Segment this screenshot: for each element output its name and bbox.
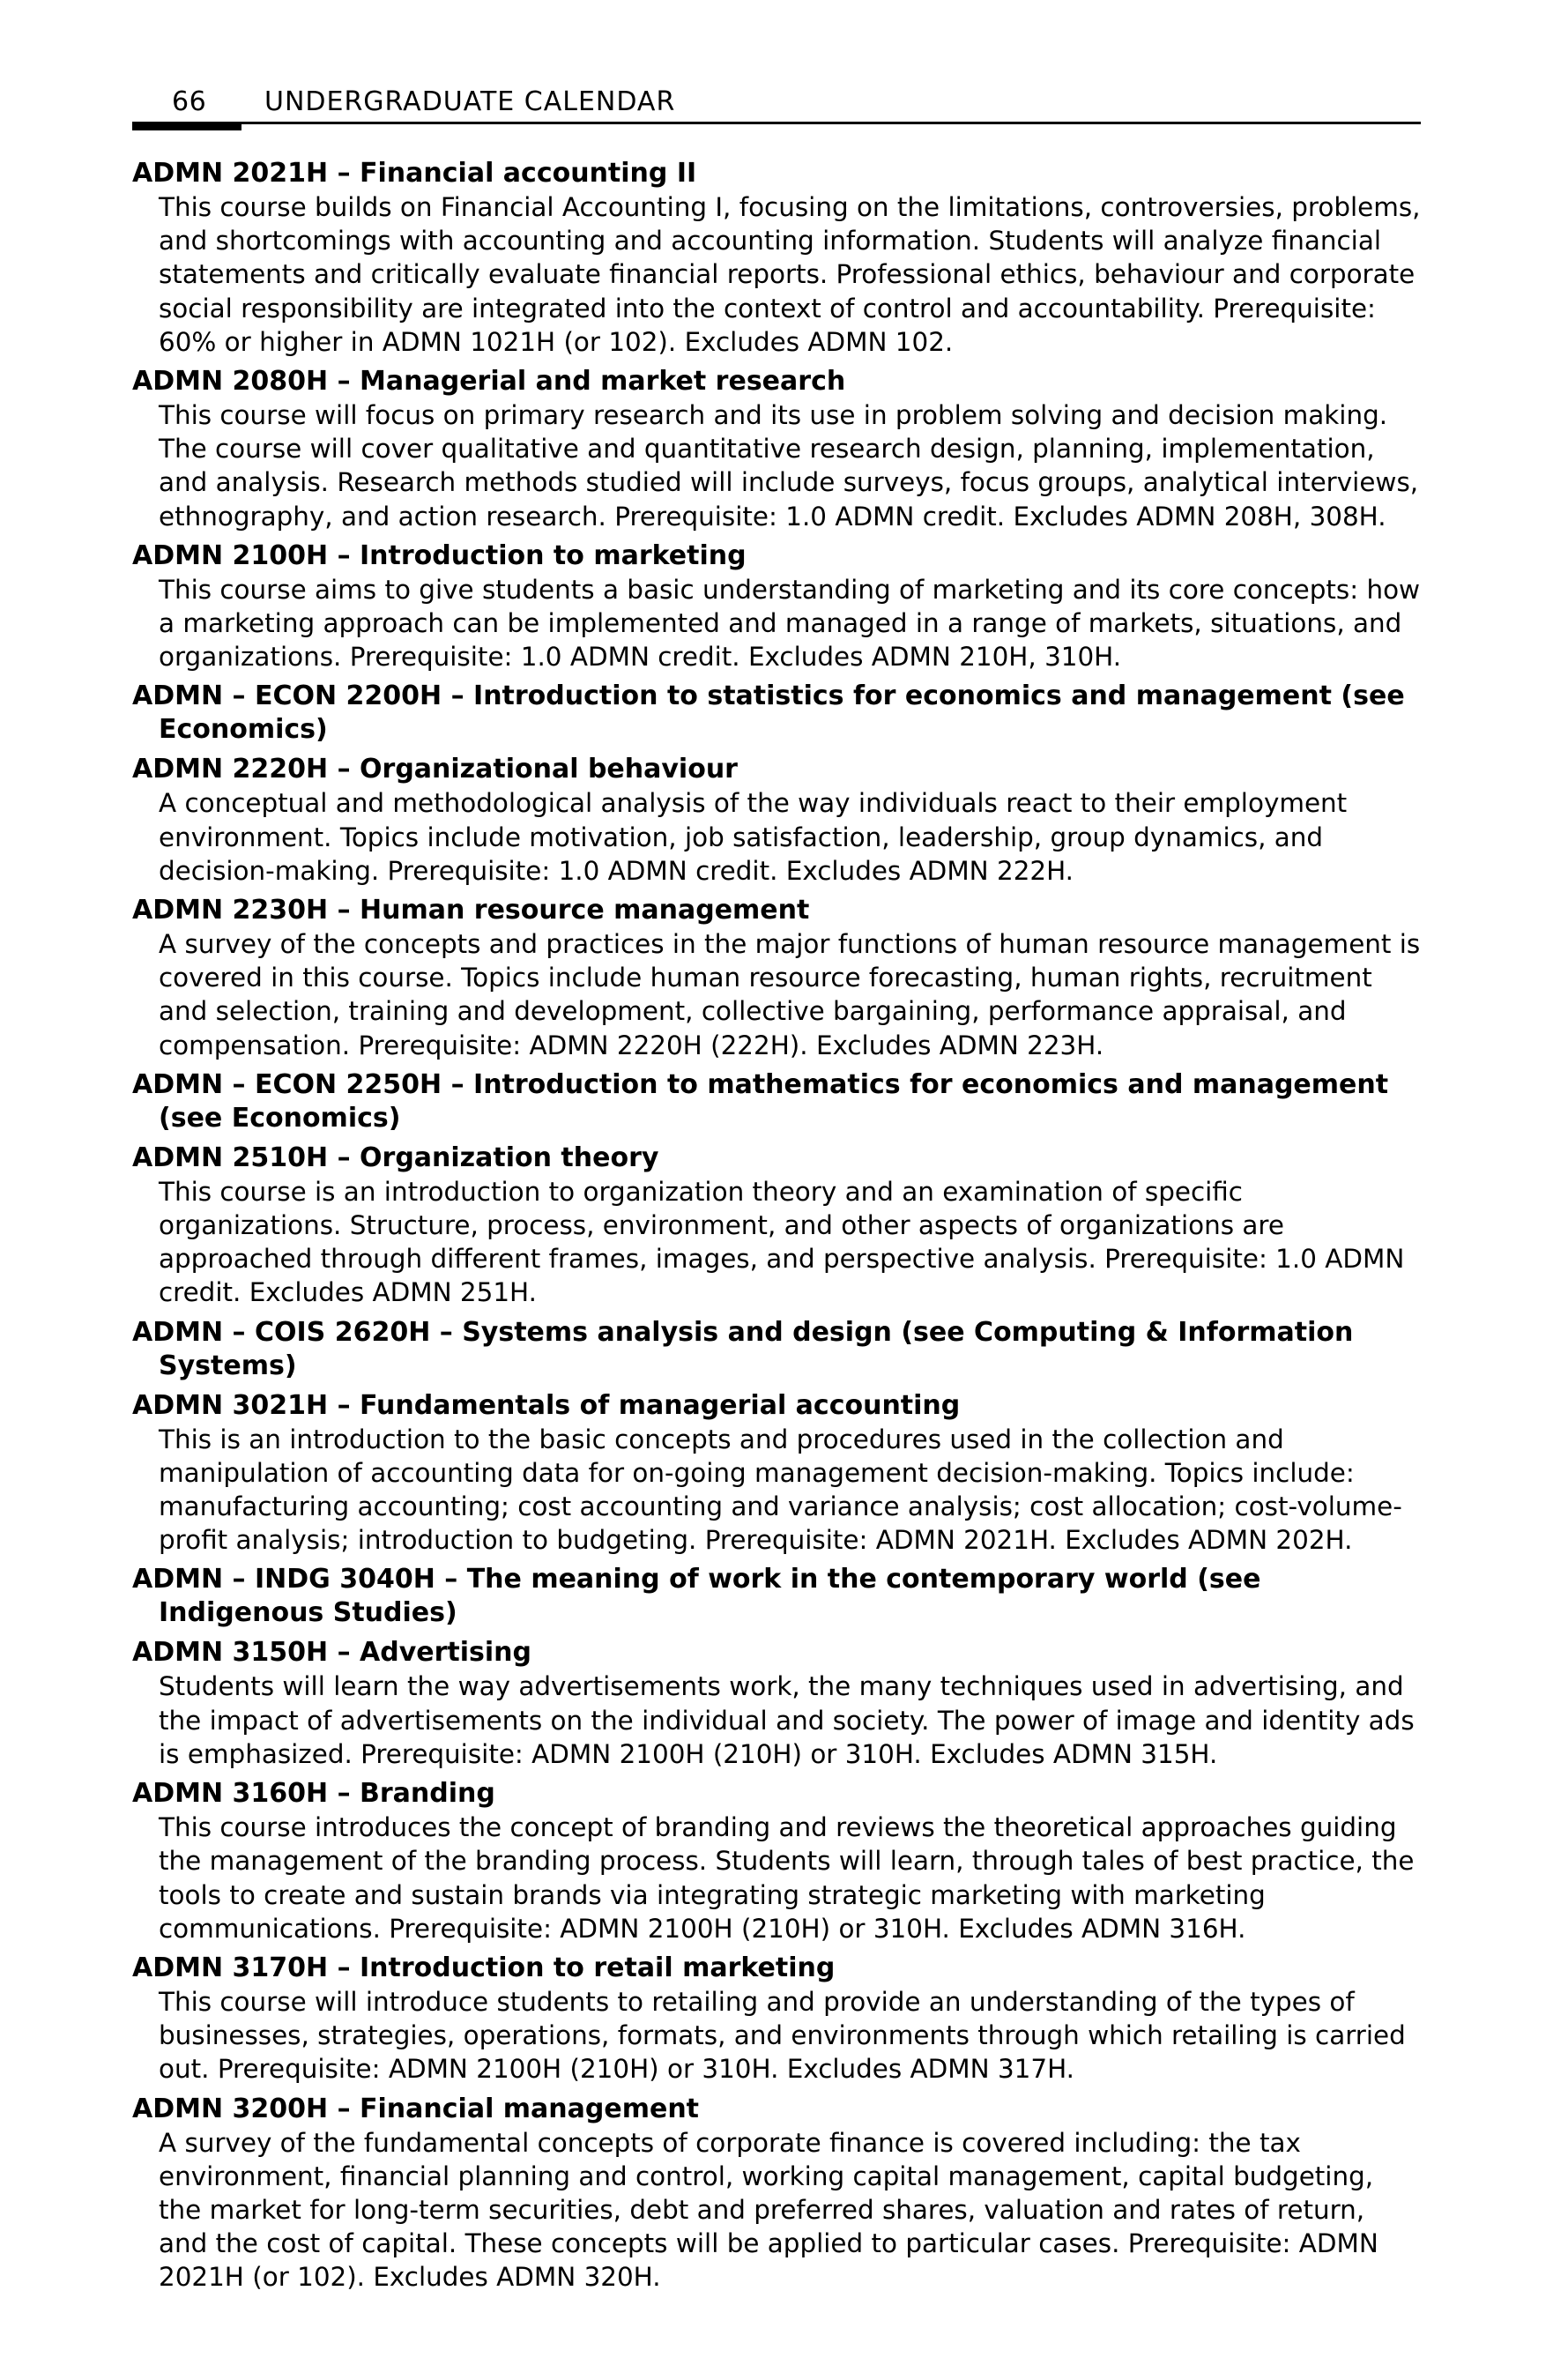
course-description: This course will focus on primary research and its use in problem solving and decision making. The course will cover qualitative and quantitative research design, planning, implementation, and analysis. Research methods studied will include surveys, focus groups, analytical interviews, ethnography, and action research. Prerequisite: 1.0 ADMN credit. Excludes ADMN 208H, 308H.	[159, 400, 1419, 532]
running-head: UNDERGRADUATE CALENDAR	[264, 86, 676, 117]
course-entry	[132, 365, 1421, 533]
page-header	[132, 81, 1421, 125]
course-entry	[132, 1777, 1421, 1945]
header-tab-marker	[132, 122, 241, 130]
course-description: A survey of the fundamental concepts of corporate finance is covered including: the tax environment, financial planning and control, working capital management, capital budgeting, the market for long-term securities, debt and preferred shares, valuation and rates of return, and the cost of capital. These concepts will be applied to particular cases. Prerequisite: ADMN 2021H (or 102). Excludes ADMN 320H.	[159, 2127, 1378, 2293]
course-description: This course is an introduction to organization theory and an examination of specific organizations. Structure, process, environment, and other aspects of organizations are approached through different frames, images, and perspective analysis. Prerequisite: 1.0 ADMN credit. Excludes ADMN 251H.	[159, 1176, 1405, 1308]
course-description: Students will learn the way advertisements work, the many techniques used in advertising, and the impact of advertisements on the individual and society. The power of image and identity ads is emphasized. Prerequisite: ADMN 2100H (210H) or 310H. Excludes ADMN 315H.	[159, 1671, 1415, 1769]
course-title: ADMN 2220H – Organizational behaviour	[132, 754, 738, 785]
course-title: ADMN 2080H – Managerial and market research	[132, 366, 846, 398]
course-description: This course builds on Financial Accounting I, focusing on the limitations, controversies, problems, and shortcomings with accounting and accounting information. Students will analyze financial statements and critically evaluate financial reports. Professional ethics, behaviour and corporate social responsibility are integrated into the context of control and accountability. Prerequisite: 60% or higher in ADMN 1021H (or 102). Excludes ADMN 102.	[159, 192, 1421, 357]
course-title: ADMN 2230H – Human resource management	[132, 895, 810, 926]
course-entry	[132, 1068, 1421, 1135]
course-title: ADMN 3170H – Introduction to retail marketing	[132, 1952, 836, 1983]
course-entry	[132, 157, 1421, 359]
course-description: This course will introduce students to retailing and provide an understanding of the types of businesses, strategies, operations, formats, and environments through which retailing is carried out. Prerequisite: ADMN 2100H (210H) or 310H. Excludes ADMN 317H.	[159, 1986, 1406, 2085]
course-title: ADMN 2021H – Financial accounting II	[132, 158, 697, 189]
course-title: ADMN 3160H – Branding	[132, 1778, 495, 1810]
header-rule	[132, 122, 1421, 124]
course-entry	[132, 2093, 1421, 2294]
course-entry	[132, 1316, 1421, 1383]
course-title: ADMN – ECON 2200H – Introduction to statistics for economics and management (see Economics)	[132, 681, 1405, 746]
course-title: ADMN 2510H – Organization theory	[132, 1142, 659, 1173]
course-entry	[132, 1952, 1421, 2086]
course-entry	[132, 539, 1421, 674]
course-title: ADMN – COIS 2620H – Systems analysis and design (see Computing & Information Systems)	[132, 1316, 1354, 1381]
course-description: A conceptual and methodological analysis of the way individuals react to their employment environment. Topics include motivation, job satisfaction, leadership, group dynamics, and decision-making. Prerequisite: 1.0 ADMN credit. Excludes ADMN 222H.	[159, 788, 1348, 886]
course-entry	[132, 753, 1421, 888]
course-description: This course aims to give students a basic understanding of marketing and its core concepts: how a marketing approach can be implemented and managed in a range of markets, situations, and organizations. Prerequisite: 1.0 ADMN credit. Excludes ADMN 210H, 310H.	[159, 574, 1421, 673]
course-title: ADMN – ECON 2250H – Introduction to mathematics for economics and management (see Economics)	[132, 1068, 1389, 1134]
course-entry	[132, 680, 1421, 747]
course-description: A survey of the concepts and practices in the major functions of human resource management is covered in this course. Topics include human resource forecasting, human rights, recruitment and selection, training and development, collective bargaining, performance appraisal, and compensation. Prerequisite: ADMN 2220H (222H). Excludes ADMN 223H.	[159, 929, 1421, 1060]
course-entry	[132, 1142, 1421, 1310]
course-entry	[132, 1563, 1421, 1630]
course-title: ADMN 3200H – Financial management	[132, 2093, 700, 2124]
course-entry	[132, 1389, 1421, 1558]
course-listing	[132, 157, 1421, 2301]
page-number: 66	[172, 86, 207, 117]
course-title: ADMN 2100H – Introduction to marketing	[132, 539, 747, 571]
course-title: ADMN 3150H – Advertising	[132, 1637, 532, 1669]
course-description: This is an introduction to the basic concepts and procedures used in the collection and manipulation of accounting data for on-going management decision-making. Topics include: manufacturing accounting; cost accounting and variance analysis; cost allocation; cost-volume-profit analysis; introduction to budgeting. Prerequisite: ADMN 2021H. Excludes ADMN 202H.	[159, 1424, 1402, 1556]
course-title: ADMN 3021H – Fundamentals of managerial accounting	[132, 1389, 961, 1421]
course-entry	[132, 894, 1421, 1062]
course-title: ADMN – INDG 3040H – The meaning of work in the contemporary world (see Indigenous Studies)	[132, 1564, 1261, 1629]
course-description: This course introduces the concept of branding and reviews the theoretical approaches guiding the management of the branding process. Students will learn, through tales of best practice, the tools to create and sustain brands via integrating strategic marketing with marketing communications. Prerequisite: ADMN 2100H (210H) or 310H. Excludes ADMN 316H.	[159, 1812, 1415, 1944]
course-entry	[132, 1636, 1421, 1771]
